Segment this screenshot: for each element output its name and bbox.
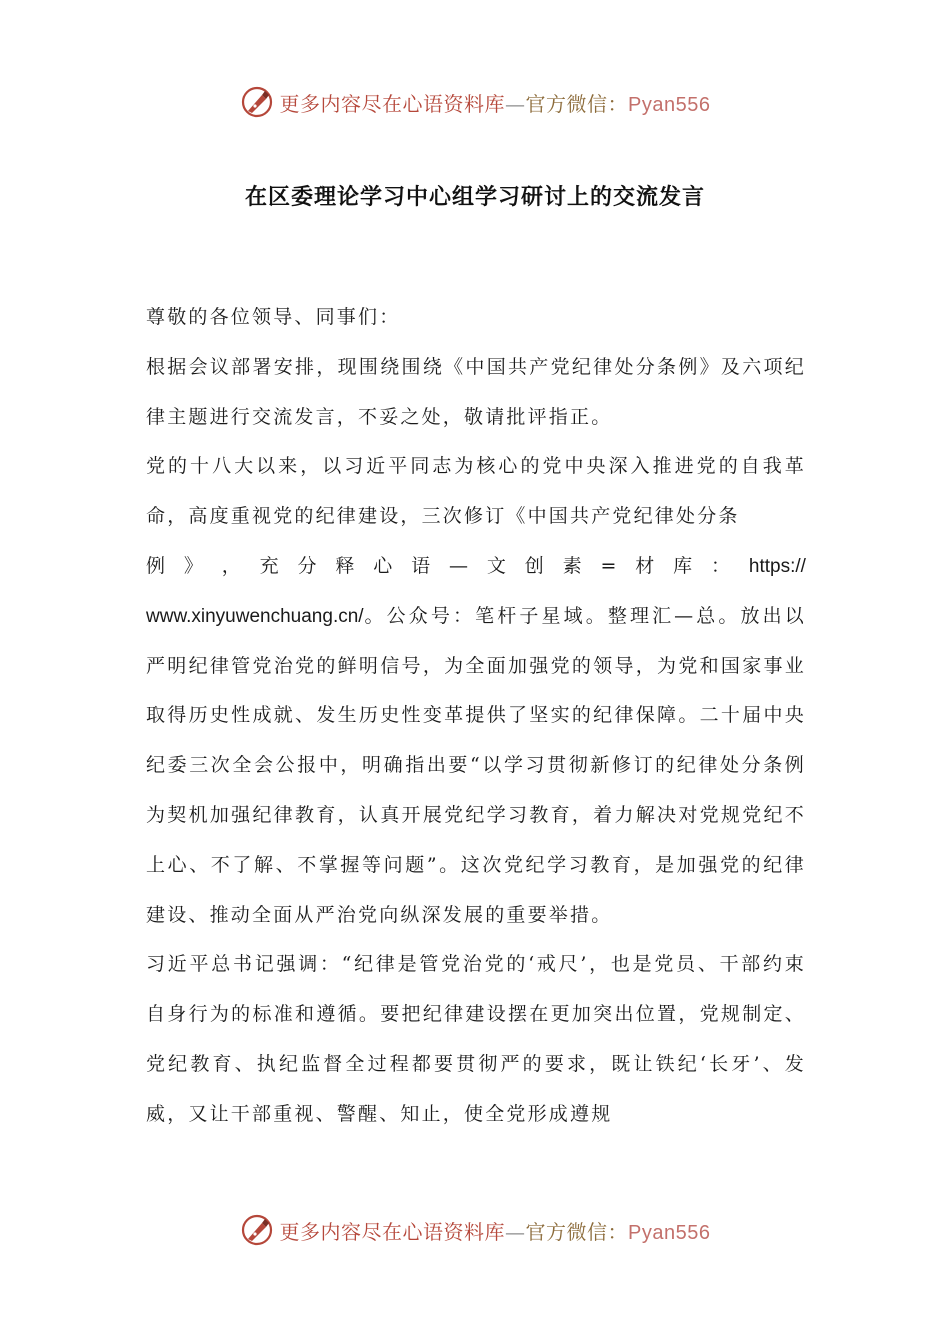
spread-char: 素 [562,554,584,577]
spread-char: 材 [635,554,657,577]
watermark-wechat-id: Pyan556 [628,93,711,116]
watermark-text [280,88,711,117]
spread-char: 库 [673,554,695,577]
spread-char: 》 [183,554,206,577]
paragraph-2-start: 党的十八大以来，以习近平同志为核心的党中央深入推进党的自我革命，高度重视党的纪律建设，三次修订《中国共产党纪律处分条 [146,455,806,528]
paragraph-2 [146,442,806,940]
spread-char: ： [711,554,733,577]
spread-char: ， [221,554,243,577]
salutation: 尊敬的各位领导、同事们： [146,306,401,328]
paragraph-2-end: 。公众号：笔杆子星域。整理汇—总。放出以严明纪律管党治党的鲜明信号，为全面加强党的领导，为党和国家事业取得历史性成就、发生历史性变革提供了坚实的纪律保障。二十届中央纪委三次全会公报中，明确指出要“以学习贯彻新修订的纪律处分条例为契机加强纪律教育，认真开展党纪学习教育，着力解决对党规党纪不上心、不了解、不掌握等问题”。这次党纪学习教育，是加强党的纪律建设、推动全面从严治党向纵深发展的重要举措。 [146,604,806,926]
pen-nib-logo-icon [240,85,274,119]
url-link-part-2[interactable]: www.xinyuwenchuang.cn/ [146,605,364,627]
spread-char: 释 [335,554,357,577]
spread-char: 创 [524,554,546,577]
watermark-official-label: 官方微信： [525,91,629,116]
spread-char: 心 [373,554,395,577]
spread-char: 文 [486,554,509,577]
spread-char: = [600,554,619,577]
footer-watermark-banner [0,1210,950,1250]
url-link-part-1[interactable]: https:// [748,555,806,577]
header-watermark-banner [0,82,950,122]
watermark-official-label: 官方微信： [525,1219,629,1244]
watermark-separator: — [505,1219,526,1244]
watermark-text [280,1216,711,1245]
spread-char: 例 [146,554,168,577]
document-title: 在区委理论学习中心组学习研讨上的交流发言 [244,185,705,210]
watermark-wechat-id: Pyan556 [628,1221,711,1244]
paragraph-1: 根据会议部署安排，现围绕围绕《中国共产党纪律处分条例》及六项纪律主题进行交流发言，不妥之处，敬请批评指正。 [146,355,806,428]
watermark-separator: — [505,91,526,116]
spread-char: — [449,554,471,577]
pen-nib-logo-icon [240,1213,274,1247]
paragraph-3: 习近平总书记强调：“纪律是管党治党的‘戒尺’，也是党员、干部约束自身行为的标准和遵循。要把纪律建设摆在更加突出位置，党规制定、党纪教育、执纪监督全过程都要贯彻严的要求，既让铁纪‘长牙’、发威，又让干部重视、警醒、知止，使全党形成遵规 [146,953,806,1125]
spread-char: 分 [297,554,319,577]
spread-char: 语 [411,554,433,577]
watermark-site: 更多内容尽在心语资料库 [279,1219,506,1244]
paragraph-2-spread-line [146,542,806,592]
spread-char: 充 [259,554,281,577]
document-body [146,293,806,1140]
watermark-site: 更多内容尽在心语资料库 [279,91,506,116]
